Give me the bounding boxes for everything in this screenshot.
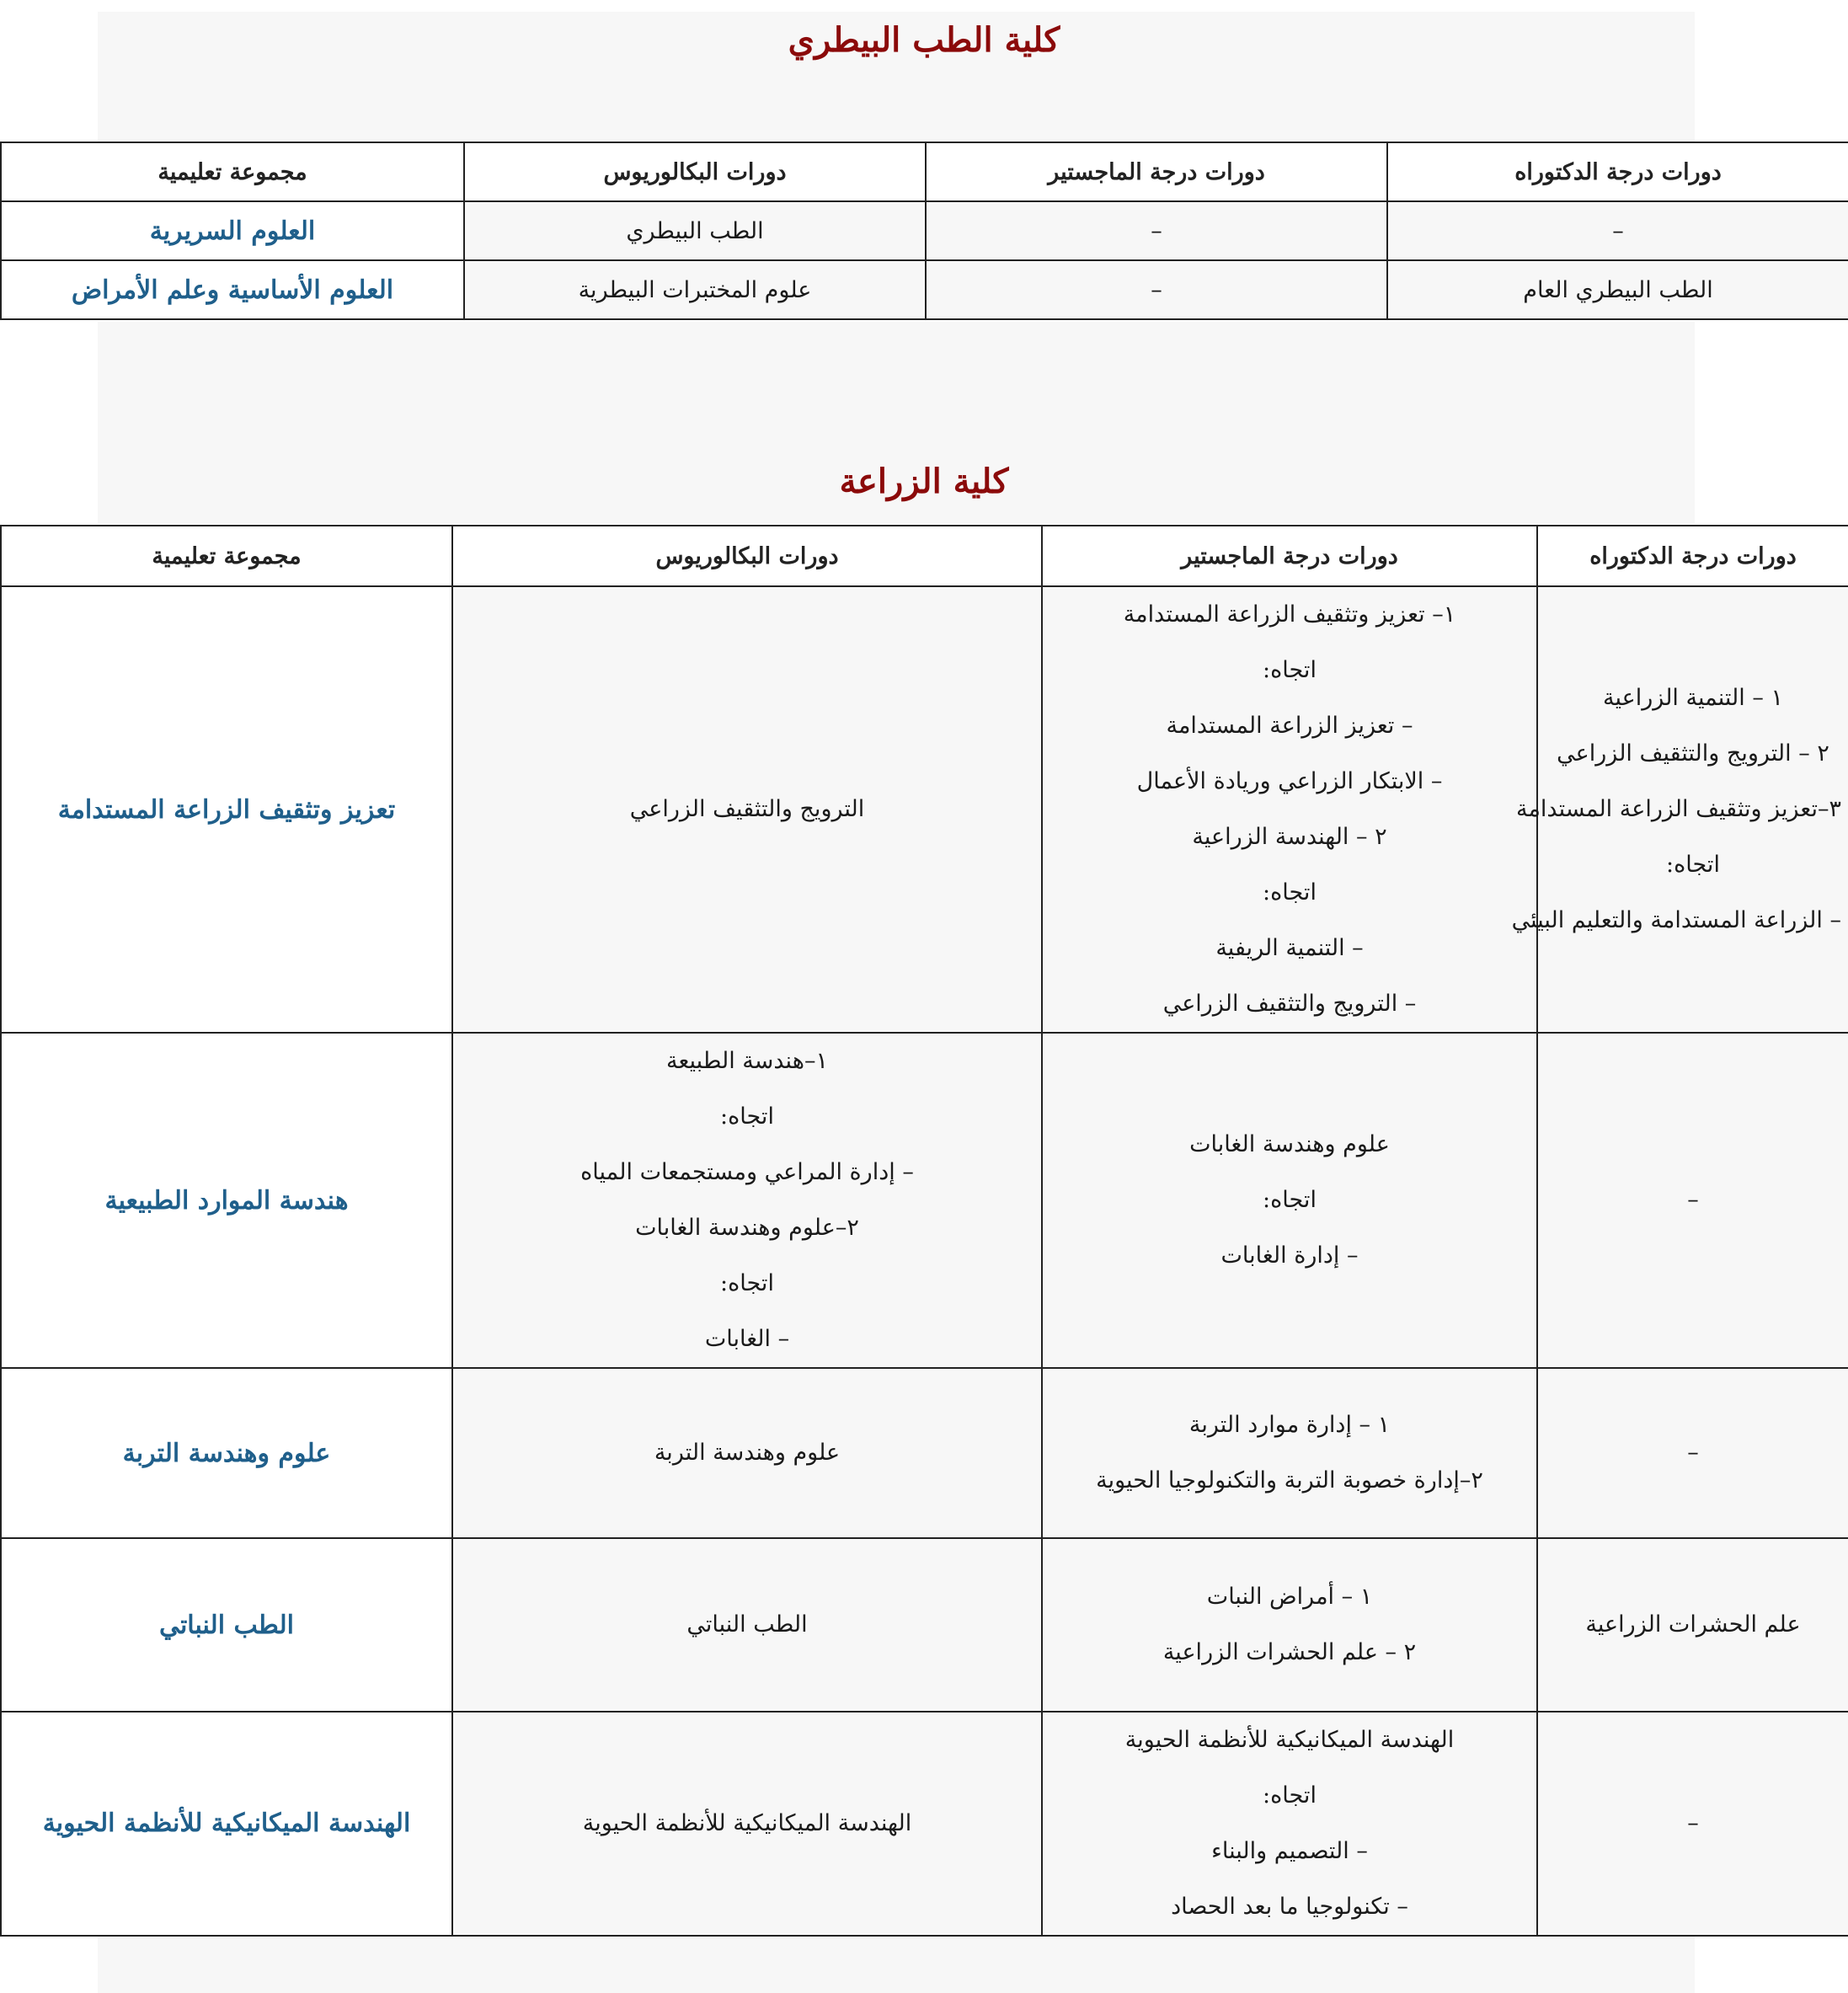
agri-faculty-title: كلية الزراعة [839,462,1009,501]
cell-line: – تعزيز الزراعة المستدامة [1166,713,1413,739]
cell-line: ٣–تعزيز وتثقيف الزراعة المستدامة [1515,796,1841,822]
cell-line: ٢ – الترويج والتثقيف الزراعي [1557,740,1829,767]
cell-line: ٢–علوم وهندسة الغابات [635,1215,859,1241]
cell-line: – [1687,1810,1699,1836]
cell-line: الطب النباتي [686,1611,808,1638]
doctorate-cell: – [1387,201,1848,260]
master-cell [1042,1033,1537,1368]
cell-line: – إدارة المراعي ومستجمعات المياه [580,1159,914,1185]
header-group: مجموعة تعليمية [1,526,452,586]
group-cell: هندسة الموارد الطبيعية [1,1033,452,1368]
master-cell [1042,586,1537,1033]
cell-line: ١ – أمراض النبات [1206,1584,1373,1610]
cell-line: علم الحشرات الزراعية [1585,1611,1801,1638]
cell-line: – تكنولوجيا ما بعد الحصاد [1171,1894,1408,1920]
vet-courses-table [0,142,1848,320]
table-row [1,586,1848,1033]
header-master: دورات درجة الماجستير [1042,526,1537,586]
master-cell: – [926,201,1387,260]
group-cell: العلوم السريرية [1,201,464,260]
header-group: مجموعة تعليمية [1,142,464,201]
doctorate-cell [1537,1033,1848,1368]
table-row [1,1033,1848,1368]
cell-line: – الغابات [704,1326,790,1352]
table-row [1,260,1848,319]
header-doctorate: دورات درجة الدكتوراه [1387,142,1848,201]
cell-line: اتجاه: [720,1270,774,1296]
cell-line: الهندسة الميكانيكية للأنظمة الحيوية [1124,1727,1455,1753]
cell-line: – [1687,1187,1699,1213]
group-cell: الهندسة الميكانيكية للأنظمة الحيوية [1,1712,452,1936]
cell-line: ١ – إدارة موارد التربة [1188,1412,1391,1438]
cell-line: – الترويج والتثقيف الزراعي [1162,991,1417,1017]
cell-line: اتجاه: [1263,657,1317,683]
bachelor-cell: علوم المختبرات البيطرية [464,260,926,319]
master-cell [1042,1368,1537,1538]
master-cell [1042,1538,1537,1712]
cell-line: الترويج والتثقيف الزراعي [629,796,865,822]
bachelor-cell [452,1538,1042,1712]
cell-line: – الابتكار الزراعي وريادة الأعمال [1136,768,1443,794]
cell-line: اتجاه: [1263,1782,1317,1809]
cell-line: ٢ – علم الحشرات الزراعية [1162,1639,1417,1665]
bachelor-cell: الطب البيطري [464,201,926,260]
header-doctorate: دورات درجة الدكتوراه [1537,526,1848,586]
bachelor-cell [452,1712,1042,1936]
cell-line: – الزراعة المستدامة والتعليم البيئي [1511,907,1841,933]
table-header-row [1,142,1848,201]
bachelor-cell [452,1033,1042,1368]
group-cell: علوم وهندسة التربة [1,1368,452,1538]
header-master: دورات درجة الماجستير [926,142,1387,201]
cell-line: علوم وهندسة التربة [654,1440,841,1466]
cell-line: ١– تعزيز وتثقيف الزراعة المستدامة [1123,601,1456,628]
vet-faculty-title: كلية الطب البيطري [788,20,1060,60]
table-header-row [1,526,1848,586]
table-row [1,1712,1848,1936]
cell-line: اتجاه: [1666,852,1720,878]
doctorate-cell [1511,586,1848,1033]
cell-line: ٢–إدارة خصوبة التربة والتكنولوجيا الحيوية [1096,1467,1483,1493]
agri-courses-table [0,525,1848,1937]
doctorate-cell [1537,1712,1848,1936]
cell-line: – التصميم والبناء [1211,1838,1368,1864]
cell-line: ١–هندسة الطبيعة [666,1048,828,1074]
background-band [98,1929,1695,1993]
bachelor-cell [452,1368,1042,1538]
cell-line: اتجاه: [1263,879,1317,906]
master-cell [1042,1712,1537,1936]
cell-line: اتجاه: [1263,1187,1317,1213]
cell-line: – [1687,1440,1699,1466]
cell-line: ١ – التنمية الزراعية [1603,685,1783,711]
master-cell: – [926,260,1387,319]
cell-line: اتجاه: [720,1103,774,1130]
doctorate-cell [1537,1368,1848,1538]
cell-line: علوم وهندسة الغابات [1189,1131,1390,1157]
cell-line: – إدارة الغابات [1220,1242,1359,1269]
header-bachelor: دورات البكالوريوس [464,142,926,201]
cell-line: ٢ – الهندسة الزراعية [1192,824,1387,850]
cell-line: الهندسة الميكانيكية للأنظمة الحيوية [582,1810,912,1836]
doctorate-cell: الطب البيطري العام [1387,260,1848,319]
group-cell: الطب النباتي [1,1538,452,1712]
table-row [1,1368,1848,1538]
table-row [1,201,1848,260]
header-bachelor: دورات البكالوريوس [452,526,1042,586]
doctorate-cell [1537,1538,1848,1712]
cell-line: – التنمية الريفية [1215,935,1364,961]
bachelor-cell [452,586,1042,1033]
group-cell: تعزيز وتثقيف الزراعة المستدامة [1,586,452,1033]
table-row [1,1538,1848,1712]
group-cell: العلوم الأساسية وعلم الأمراض [1,260,464,319]
